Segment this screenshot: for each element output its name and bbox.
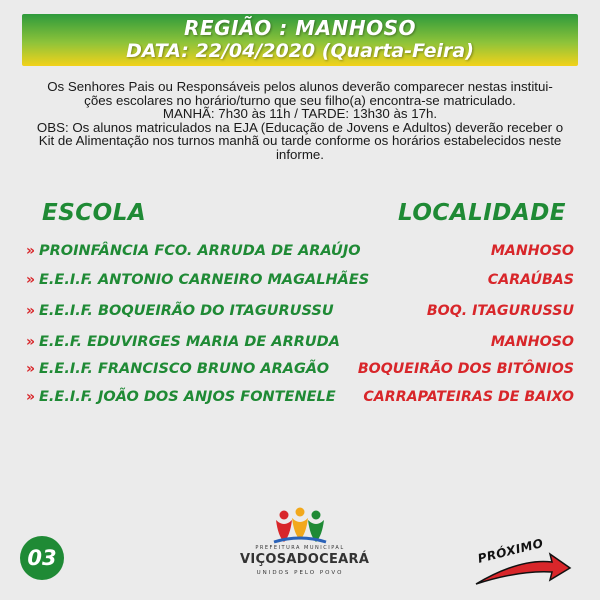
chevron-right-icon: » (26, 303, 36, 319)
logo-tagline: UNIDOS PELO POVO (256, 570, 344, 576)
table-row (26, 358, 574, 380)
logo-name: VIÇOSADOCEARÁ (240, 552, 370, 567)
chevron-right-icon: » (26, 361, 36, 377)
notice-line: ções escolares no horário/turno que seu filho(a) encontra-se matriculado. (84, 92, 516, 108)
location-name: BOQ. ITAGURUSSU (426, 303, 574, 319)
school-name: E.E.F. EDUVIRGES MARIA DE ARRUDA (39, 334, 340, 350)
chevron-right-icon: » (26, 334, 36, 350)
school-name: E.E.I.F. ANTONIO CARNEIRO MAGALHÃES (39, 272, 370, 288)
school-name: E.E.I.F. FRANCISCO BRUNO ARAGÃO (39, 361, 330, 377)
school-name: E.E.I.F. JOÃO DOS ANJOS FONTENELE (39, 389, 336, 405)
table-row (26, 331, 574, 353)
location-name: BOQUEIRÃO DOS BITÔNIOS (357, 361, 574, 377)
next-label: PRÓXIMO (476, 535, 545, 566)
region-title: REGIÃO : MANHOSO (184, 16, 416, 40)
location-name: CARAÚBAS (487, 272, 574, 288)
notice-line: MANHÃ: 7h30 às 11h / TARDE: 13h30 às 17h. (162, 106, 438, 122)
table-row (26, 269, 574, 291)
chevron-right-icon: » (26, 243, 36, 259)
logo-small-text: PREFEITURA MUNICIPAL (255, 545, 345, 551)
notice-text (20, 80, 580, 162)
page-number-badge: 03 (20, 536, 64, 580)
school-name: PROINFÂNCIA FCO. ARRUDA DE ARAÚJO (39, 243, 361, 259)
notice-line: informe. (275, 146, 325, 162)
people-logo-icon (240, 506, 360, 546)
city-logo (240, 506, 370, 582)
school-name: E.E.I.F. BOQUEIRÃO DO ITAGURUSSU (39, 303, 334, 319)
school-column-header: ESCOLA (42, 200, 147, 226)
notice-line: OBS: Os alunos matriculados na EJA (Educação de Jovens e Adultos) deverão receber o (36, 119, 564, 135)
next-button[interactable] (470, 535, 574, 588)
chevron-right-icon: » (26, 272, 36, 288)
table-row (26, 240, 574, 262)
location-name: CARRAPATEIRAS DE BAIXO (363, 389, 574, 405)
location-column-header: LOCALIDADE (398, 200, 566, 226)
chevron-right-icon: » (26, 389, 36, 405)
location-name: MANHOSO (490, 243, 574, 259)
header-banner (22, 14, 578, 66)
date-line: DATA: 22/04/2020 (Quarta-Feira) (126, 40, 474, 62)
location-name: MANHOSO (490, 334, 574, 350)
notice-line: Kit de Alimentação nos turnos manhã ou tarde conforme os horários estabelecidos neste (38, 133, 562, 149)
table-row (26, 386, 574, 408)
table-row (26, 300, 574, 322)
notice-line: Os Senhores Pais ou Responsáveis pelos alunos deverão comparecer nestas institui- (47, 79, 553, 94)
